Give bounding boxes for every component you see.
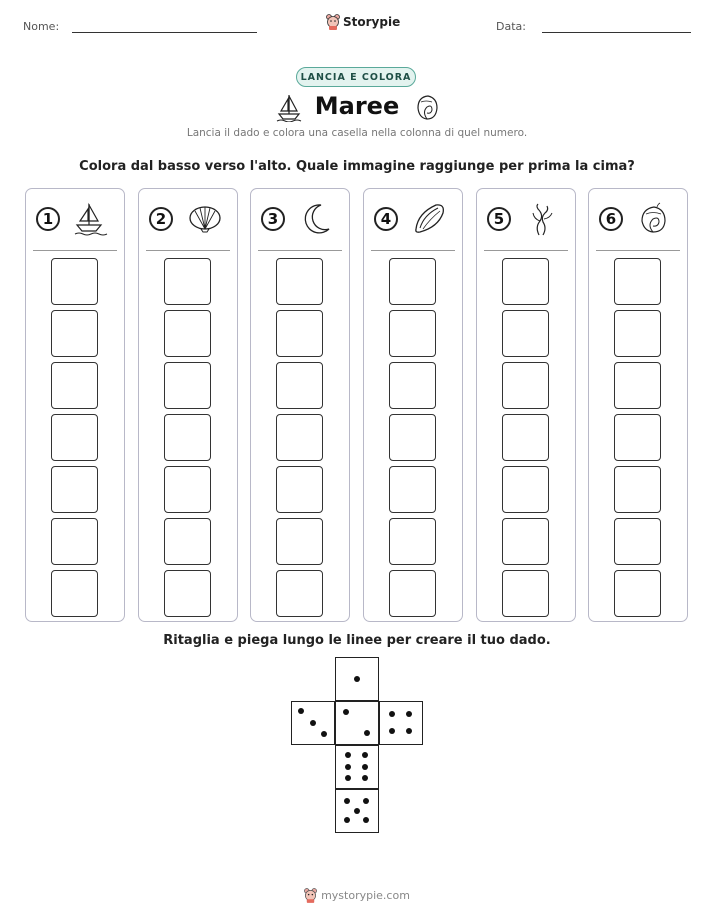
color-box[interactable] <box>389 310 436 357</box>
column-number: 5 <box>487 207 511 231</box>
color-box[interactable] <box>164 362 211 409</box>
dice-pip <box>321 731 327 737</box>
dice-pip <box>345 752 351 758</box>
color-box[interactable] <box>164 518 211 565</box>
dice-pip <box>363 817 369 823</box>
snail-shell-icon <box>414 92 440 122</box>
color-box[interactable] <box>389 414 436 461</box>
color-box[interactable] <box>276 414 323 461</box>
color-box[interactable] <box>51 466 98 513</box>
color-box[interactable] <box>502 258 549 305</box>
color-box[interactable] <box>51 570 98 617</box>
sailboat-icon <box>276 92 302 122</box>
column-divider <box>484 250 568 251</box>
color-box[interactable] <box>276 518 323 565</box>
dice-pip <box>362 775 368 781</box>
color-box[interactable] <box>502 362 549 409</box>
dice-face-2 <box>335 701 379 745</box>
column-divider <box>258 250 342 251</box>
color-box[interactable] <box>276 466 323 513</box>
dice-pip <box>345 775 351 781</box>
dice-pip <box>344 798 350 804</box>
mussel-icon <box>412 201 448 237</box>
seaweed-icon <box>525 201 561 237</box>
color-box[interactable] <box>389 518 436 565</box>
dice-pip <box>363 798 369 804</box>
color-box[interactable] <box>389 570 436 617</box>
color-box[interactable] <box>614 518 661 565</box>
bear-mascot-icon <box>326 14 340 30</box>
column-number: 2 <box>149 207 173 231</box>
dice-face-5 <box>335 789 379 833</box>
color-box[interactable] <box>614 362 661 409</box>
date-label: Data: <box>496 20 526 33</box>
color-box[interactable] <box>276 258 323 305</box>
color-box[interactable] <box>502 570 549 617</box>
dice-column-1 <box>25 188 125 622</box>
dice-pip <box>406 711 412 717</box>
dice-face-6 <box>335 745 379 789</box>
color-box[interactable] <box>164 258 211 305</box>
color-box[interactable] <box>389 466 436 513</box>
color-box[interactable] <box>614 258 661 305</box>
color-box[interactable] <box>164 414 211 461</box>
bear-mascot-icon <box>304 888 317 903</box>
color-box[interactable] <box>164 570 211 617</box>
activity-badge: LANCIA E COLORA <box>296 67 416 87</box>
dice-pip <box>362 764 368 770</box>
dice-face-4 <box>379 701 423 745</box>
dice-column-6 <box>588 188 688 622</box>
dice-pip <box>298 708 304 714</box>
sailboat-icon <box>74 201 110 237</box>
color-box[interactable] <box>51 258 98 305</box>
brand-logo <box>326 14 400 30</box>
column-number: 1 <box>36 207 60 231</box>
color-box[interactable] <box>502 518 549 565</box>
dice-column-4 <box>363 188 463 622</box>
color-box[interactable] <box>614 310 661 357</box>
dice-face-3 <box>291 701 335 745</box>
color-box[interactable] <box>164 310 211 357</box>
color-box[interactable] <box>276 310 323 357</box>
dice-pip <box>364 730 370 736</box>
dice-column-3 <box>250 188 350 622</box>
column-divider <box>371 250 455 251</box>
color-box[interactable] <box>276 570 323 617</box>
column-number: 4 <box>374 207 398 231</box>
page-title: Maree <box>314 92 400 120</box>
date-line[interactable] <box>542 32 691 33</box>
color-box[interactable] <box>614 570 661 617</box>
column-number: 6 <box>599 207 623 231</box>
clam-shell-icon <box>187 201 223 237</box>
dice-pip <box>354 676 360 682</box>
cut-instruction: Ritaglia e piega lungo le linee per creare il tuo dado. <box>163 633 551 648</box>
name-label: Nome: <box>23 20 60 33</box>
column-divider <box>596 250 680 251</box>
dice-column-5 <box>476 188 576 622</box>
dice-pip <box>406 728 412 734</box>
dice-pip <box>343 709 349 715</box>
crescent-moon-icon <box>299 201 335 237</box>
dice-pip <box>345 764 351 770</box>
dice-pip <box>354 808 360 814</box>
dice-column-2 <box>138 188 238 622</box>
color-box[interactable] <box>51 362 98 409</box>
color-box[interactable] <box>389 362 436 409</box>
color-box[interactable] <box>51 414 98 461</box>
dice-face-1 <box>335 657 379 701</box>
dice-pip <box>310 720 316 726</box>
subtitle: Lancia il dado e colora una casella nella colonna di quel numero. <box>186 127 528 139</box>
dice-pip <box>389 728 395 734</box>
footer <box>0 888 714 903</box>
dice-pip <box>389 711 395 717</box>
footer-url: mystorypie.com <box>321 889 410 902</box>
brand-name: Storypie <box>343 15 401 29</box>
dice-pip <box>362 752 368 758</box>
color-box[interactable] <box>502 466 549 513</box>
name-line[interactable] <box>72 32 257 33</box>
color-box[interactable] <box>389 258 436 305</box>
color-box[interactable] <box>502 310 549 357</box>
dice-pip <box>344 817 350 823</box>
snail-shell-icon <box>637 201 673 237</box>
color-box[interactable] <box>51 310 98 357</box>
color-box[interactable] <box>164 466 211 513</box>
instruction-text: Colora dal basso verso l'alto. Quale immagine raggiunge per prima la cima? <box>79 159 635 174</box>
color-box[interactable] <box>51 518 98 565</box>
column-divider <box>33 250 117 251</box>
color-box[interactable] <box>502 414 549 461</box>
color-box[interactable] <box>276 362 323 409</box>
column-divider <box>146 250 230 251</box>
color-box[interactable] <box>614 414 661 461</box>
column-number: 3 <box>261 207 285 231</box>
color-box[interactable] <box>614 466 661 513</box>
